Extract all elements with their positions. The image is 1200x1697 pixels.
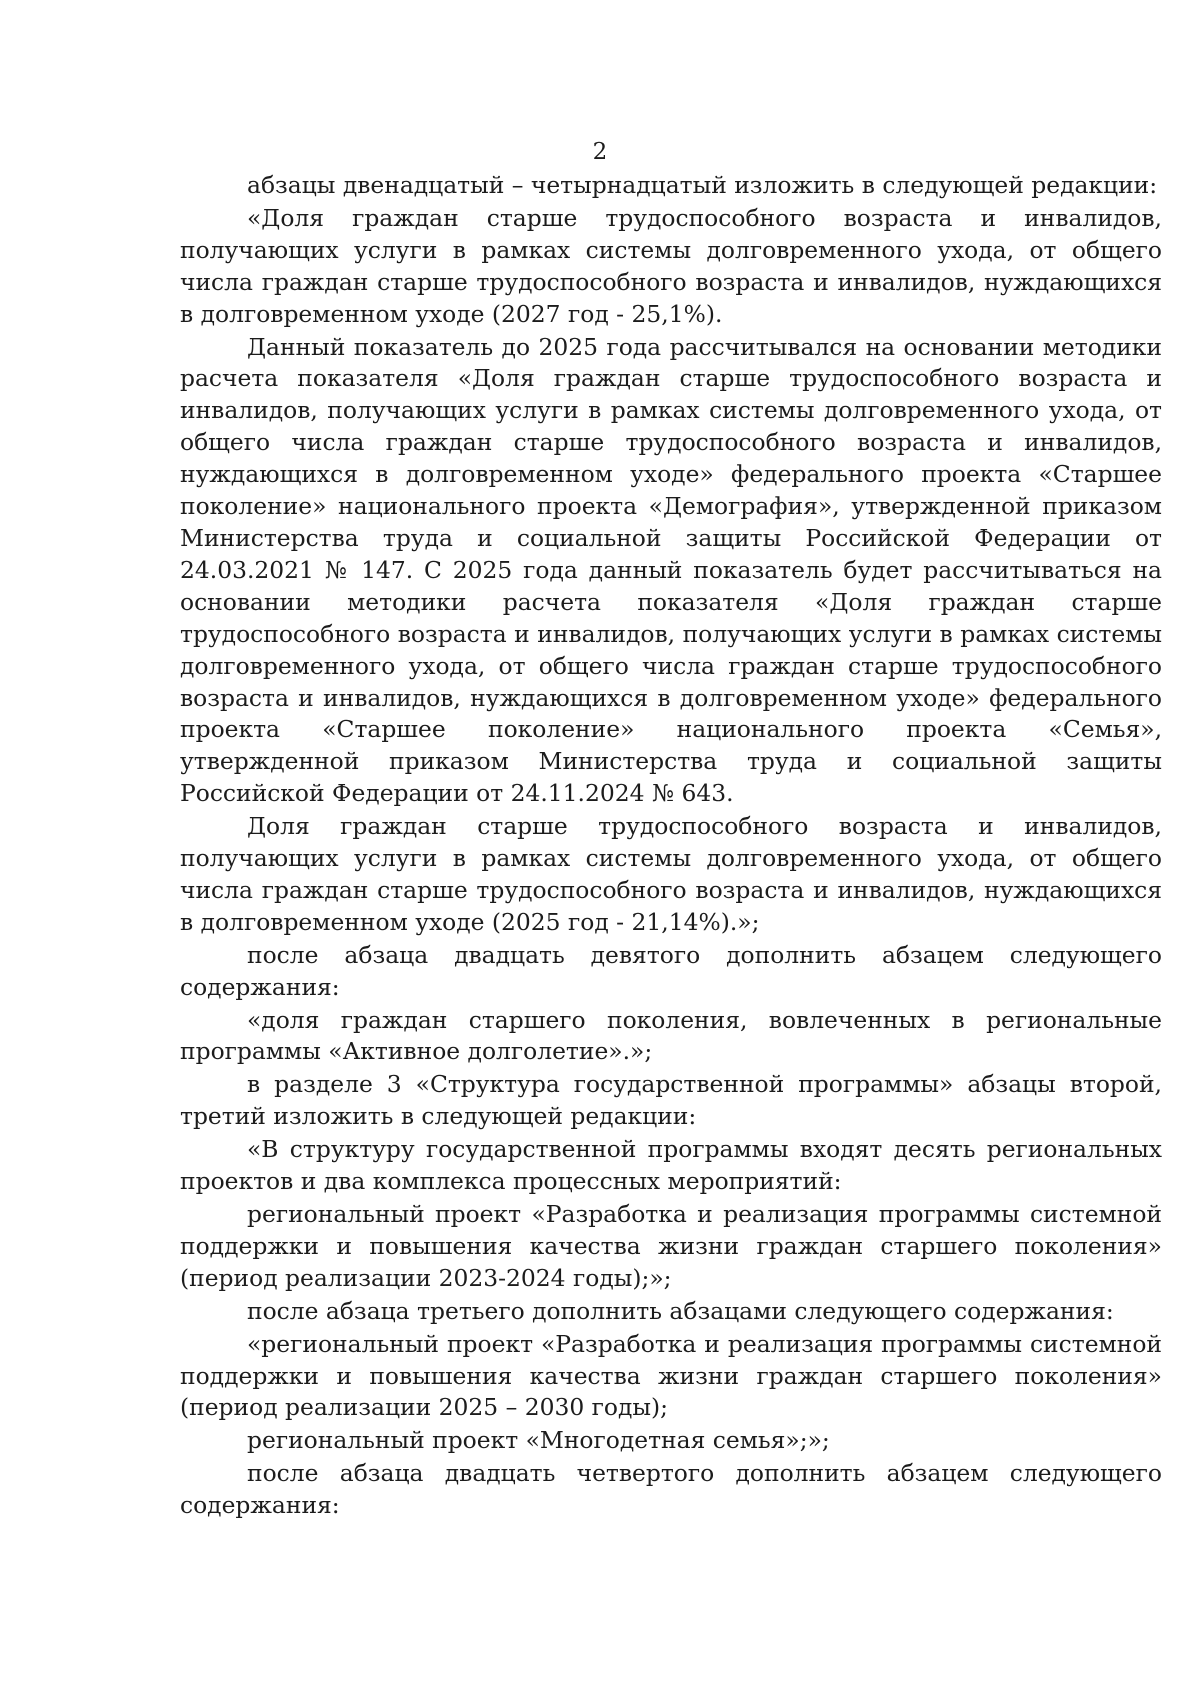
paragraph: Данный показатель до 2025 года рассчитывался на основании методики расчета показателя «Доля граждан старше трудоспособного возраста и инвалидов, получающих услуги в рамках системы долговременного ухода, от общего числа граждан старше трудоспособного возраста и инвалидов, нуждающихся в долговременном уходе» федерального проекта «Старшее поколение» национального проекта «Демография», утвержденной приказом Министерства труда и социальной защиты Российской Федерации от 24.03.2021 № 147. С 2025 года данный показатель будет рассчитываться на основании методики расчета показателя «Доля граждан старше трудоспособного возраста и инвалидов, получающих услуги в рамках системы долговременного ухода, от общего числа граждан старше трудоспособного возраста и инвалидов, нуждающихся в долговременном уходе» федерального проекта «Старшее поколение» национального проекта «Семья», утвержденной приказом Министерства труда и социальной защиты Российской Федерации от 24.11.2024 № 643. <box>180 332 1162 808</box>
paragraph: «В структуру государственной программы входят десять региональных проектов и два комплекса процессных мероприятий: <box>180 1135 1162 1196</box>
paragraph: региональный проект «Разработка и реализация программы системной поддержки и повышения качества жизни граждан старшего поколения» (период реализации 2023-2024 годы);»; <box>180 1200 1162 1292</box>
paragraph: в разделе 3 «Структура государственной программы» абзацы второй, третий изложить в следующей редакции: <box>180 1070 1162 1131</box>
paragraph: после абзаца двадцать четвертого дополнить абзацем следующего содержания: <box>180 1459 1162 1520</box>
paragraph: «Доля граждан старше трудоспособного возраста и инвалидов, получающих услуги в рамках системы долговременного ухода, от общего числа граждан старше трудоспособного возраста и инвалидов, нуждающихся в долговременном уходе (2027 год - 25,1%). <box>180 203 1162 328</box>
document-body <box>180 170 1162 1523</box>
paragraph: региональный проект «Многодетная семья»;»; <box>247 1426 830 1455</box>
paragraph: «региональный проект «Разработка и реализация программы системной поддержки и повышения качества жизни граждан старшего поколения» (период реализации 2025 – 2030 годы); <box>180 1329 1162 1422</box>
paragraph: после абзаца двадцать девятого дополнить абзацем следующего содержания: <box>180 940 1162 1001</box>
paragraph: после абзаца третьего дополнить абзацами следующего содержания: <box>247 1296 1114 1325</box>
paragraph: «доля граждан старшего поколения, вовлеченных в региональные программы «Активное долголетие».»; <box>180 1005 1162 1066</box>
page-number: 2 <box>592 139 608 165</box>
paragraph: абзацы двенадцатый – четырнадцатый изложить в следующей редакции: <box>247 171 1158 199</box>
paragraph: Доля граждан старше трудоспособного возраста и инвалидов, получающих услуги в рамках системы долговременного ухода, от общего числа граждан старше трудоспособного возраста и инвалидов, нуждающихся в долговременном уходе (2025 год - 21,14%).»; <box>180 812 1162 936</box>
